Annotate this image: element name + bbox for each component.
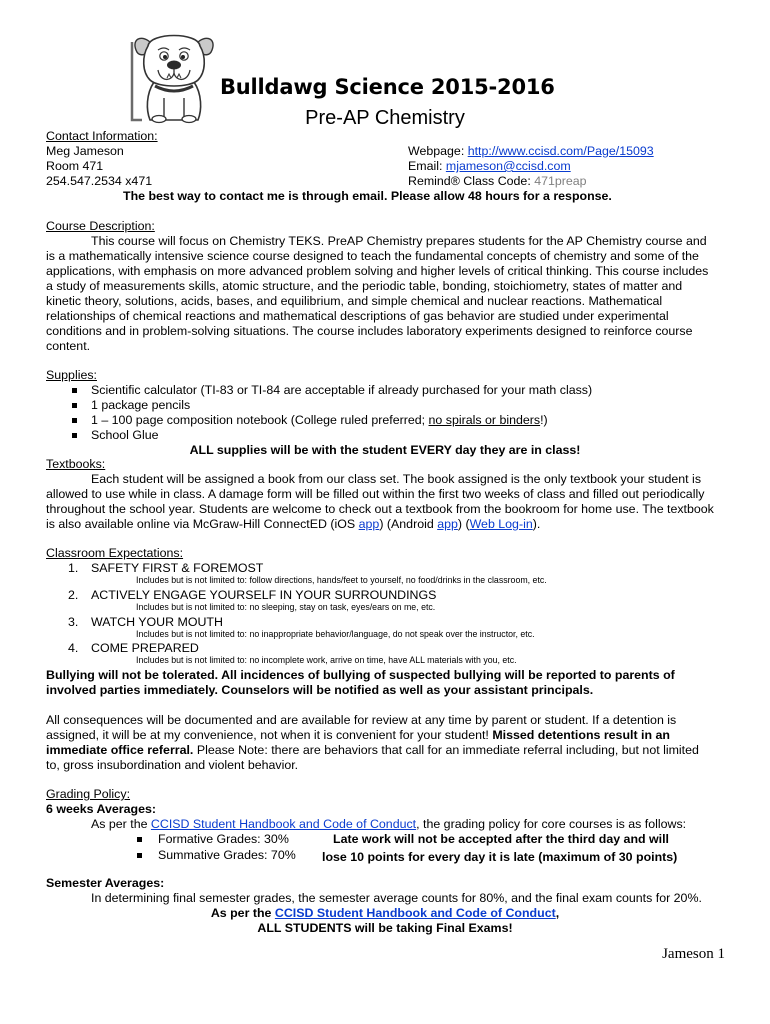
expectation-detail: Includes but is not limited to: follow directions, hands/feet to yourself, no food/drinks in the classroom, etc. [136, 575, 547, 585]
late-work-line: lose 10 points for every day it is late (maximum of 30 points) [322, 850, 678, 864]
textbooks-line: allowed to use while in class. A damage form will be filled out within the first two weeks of class and filled out periodically [46, 487, 705, 501]
course-description-line: relationships of chemical reactions and mathematical descriptions of gas behavior are studied under experimental [46, 309, 669, 323]
expectation-number: 1. [68, 561, 79, 575]
course-description-heading: Course Description: [46, 219, 155, 233]
textbooks-heading: Textbooks: [46, 457, 106, 471]
expectation-title: SAFETY FIRST & FOREMOST [91, 561, 264, 575]
late-work-line: Late work will not be accepted after the third day and will [333, 832, 669, 846]
course-description-line: content. [46, 339, 91, 353]
bullying-policy-line: Bullying will not be tolerated. All incidences of bullying of suspected bullying will be reported to parents of [46, 668, 675, 682]
six-weeks-heading: 6 weeks Averages: [46, 802, 156, 816]
supply-item-text: 1 – 100 page composition notebook (College ruled preferred; [91, 413, 429, 427]
textbooks-line-mid: ) (Android [379, 517, 438, 531]
consequences-emphasis: Missed detentions result in an [492, 728, 670, 742]
expectations-heading: Classroom Expectations: [46, 546, 184, 560]
contact-note: The best way to contact me is through email. Please allow 48 hours for a response. [123, 189, 612, 203]
supplies-reminder: ALL supplies will be with the student EVERY day they are in class! [189, 443, 581, 457]
consequences-text: Please Note: there are behaviors that call for an immediate referral including, but not limited [193, 743, 699, 757]
semester-heading: Semester Averages: [46, 876, 165, 890]
expectation-number: 4. [68, 641, 79, 655]
grading-intro-end: , the grading policy for core courses is as follows: [416, 817, 687, 831]
remind-row [408, 174, 587, 189]
web-login-link[interactable]: Web Log-in [469, 517, 533, 531]
phone-number: 254.547.2534 x471 [46, 174, 153, 188]
expectation-detail: Includes but is not limited to: no inappropriate behavior/language, do not speak over the instructor, etc. [136, 629, 535, 639]
page-footer: Jameson 1 [662, 946, 725, 962]
textbooks-line-mid: ) ( [457, 517, 470, 531]
email-label: Email: [408, 159, 446, 173]
supply-item [91, 413, 548, 428]
supply-item-emphasis: no spirals or binders [428, 413, 541, 427]
consequences-emphasis: immediate office referral. [46, 743, 194, 757]
room-number: Room 471 [46, 159, 104, 173]
course-description-line: a study of measurements skills, atomic structure, and the periodic table, bonding, stoichiometry, states of matter and [46, 279, 683, 293]
webpage-row [408, 144, 654, 159]
supplies-heading: Supplies: [46, 368, 97, 382]
bullying-policy-line: involved parties immediately. Counselors will be notified as well as your assistant principals. [46, 683, 594, 697]
course-description-line: conditions and in problem-solving situations. The course includes laboratory experiments designed to reinforce course [46, 324, 693, 338]
consequences-line: All consequences will be documented and are available for review at any time by parent or student. If a detention is [46, 713, 677, 727]
final-exams-note: ALL STUDENTS will be taking Final Exams! [257, 921, 513, 935]
grading-heading: Grading Policy: [46, 787, 131, 801]
webpage-label: Webpage: [408, 144, 468, 158]
contact-heading: Contact Information: [46, 129, 158, 143]
expectation-detail: Includes but is not limited to: no sleeping, stay on task, eyes/ears on me, etc. [136, 602, 436, 612]
course-description-line: is a mathematically intensive science course designed to teach the fundamental concepts of chemistry and some of the [46, 249, 699, 263]
course-description-line: kinetic theory, solutions, acids, bases, and equilibrium, and simple chemical and nuclear reactions. Mathematical [46, 294, 663, 308]
final-handbook-line [46, 906, 724, 921]
email-link[interactable]: mjameson@ccisd.com [445, 159, 571, 173]
webpage-link[interactable]: http://www.ccisd.com/Page/15093 [467, 144, 654, 158]
grade-weight-item: Summative Grades: 70% [158, 848, 296, 862]
semester-text: In determining final semester grades, the semester average counts for 80%, and the final exam counts for 20%. [91, 891, 702, 905]
consequences-line [46, 743, 699, 758]
ios-app-link[interactable]: app [358, 517, 380, 531]
android-app-link[interactable]: app [437, 517, 458, 531]
remind-label: Remind® Class Code: [408, 174, 535, 188]
expectation-title: WATCH YOUR MOUTH [91, 615, 223, 629]
textbooks-line: Each student will be assigned a book from our class set. The book assigned is the only textbook your student is [91, 472, 702, 486]
remind-code: 471preap [534, 174, 587, 188]
consequences-line: to, gross insubordination and violent behavior. [46, 758, 299, 772]
course-subtitle: Pre-AP Chemistry [305, 107, 465, 129]
supply-item-end: !) [540, 413, 548, 427]
final-line-end: , [555, 906, 560, 920]
expectation-detail: Includes but is not limited to: no incomplete work, arrive on time, have ALL materials with you, etc. [136, 655, 517, 665]
email-row [408, 159, 571, 174]
handbook-link[interactable]: CCISD Student Handbook and Code of Conduct [150, 817, 417, 831]
supply-item: 1 package pencils [91, 398, 191, 412]
textbooks-line: throughout the school year. Students are welcome to check out a textbook from the bookroom for home use. The textbook [46, 502, 714, 516]
consequences-text: assigned, it will be at my convenience, not when it is convenient for your student! [46, 728, 493, 742]
page-title: Bulldawg Science 2015-2016 [220, 75, 555, 99]
expectation-title: COME PREPARED [91, 641, 199, 655]
teacher-name: Meg Jameson [46, 144, 124, 158]
supply-item: Scientific calculator (TI-83 or TI-84 are acceptable if already purchased for your math class) [91, 383, 593, 397]
expectation-number: 2. [68, 588, 79, 602]
textbooks-line-end: ). [532, 517, 541, 531]
supply-item: School Glue [91, 428, 159, 442]
grading-intro-start: As per the [91, 817, 151, 831]
course-description-line: This course will focus on Chemistry TEKS. PreAP Chemistry prepares students for the AP Chemistry course and [91, 234, 707, 248]
consequences-line [46, 728, 670, 743]
expectation-title: ACTIVELY ENGAGE YOURSELF IN YOUR SURROUNDINGS [91, 588, 437, 602]
grade-weight-item: Formative Grades: 30% [158, 832, 289, 846]
textbooks-line [46, 517, 540, 532]
final-handbook-link[interactable]: CCISD Student Handbook and Code of Conduct [274, 906, 556, 920]
textbooks-line-start: is also available online via McGraw-Hill ConnectED (iOS [46, 517, 359, 531]
expectation-number: 3. [68, 615, 79, 629]
grading-intro [91, 817, 686, 832]
course-description-line: applications, with emphasis on more advanced problem solving and higher levels of critical thinking. This course includes [46, 264, 709, 278]
final-line-start: As per the [210, 906, 275, 920]
